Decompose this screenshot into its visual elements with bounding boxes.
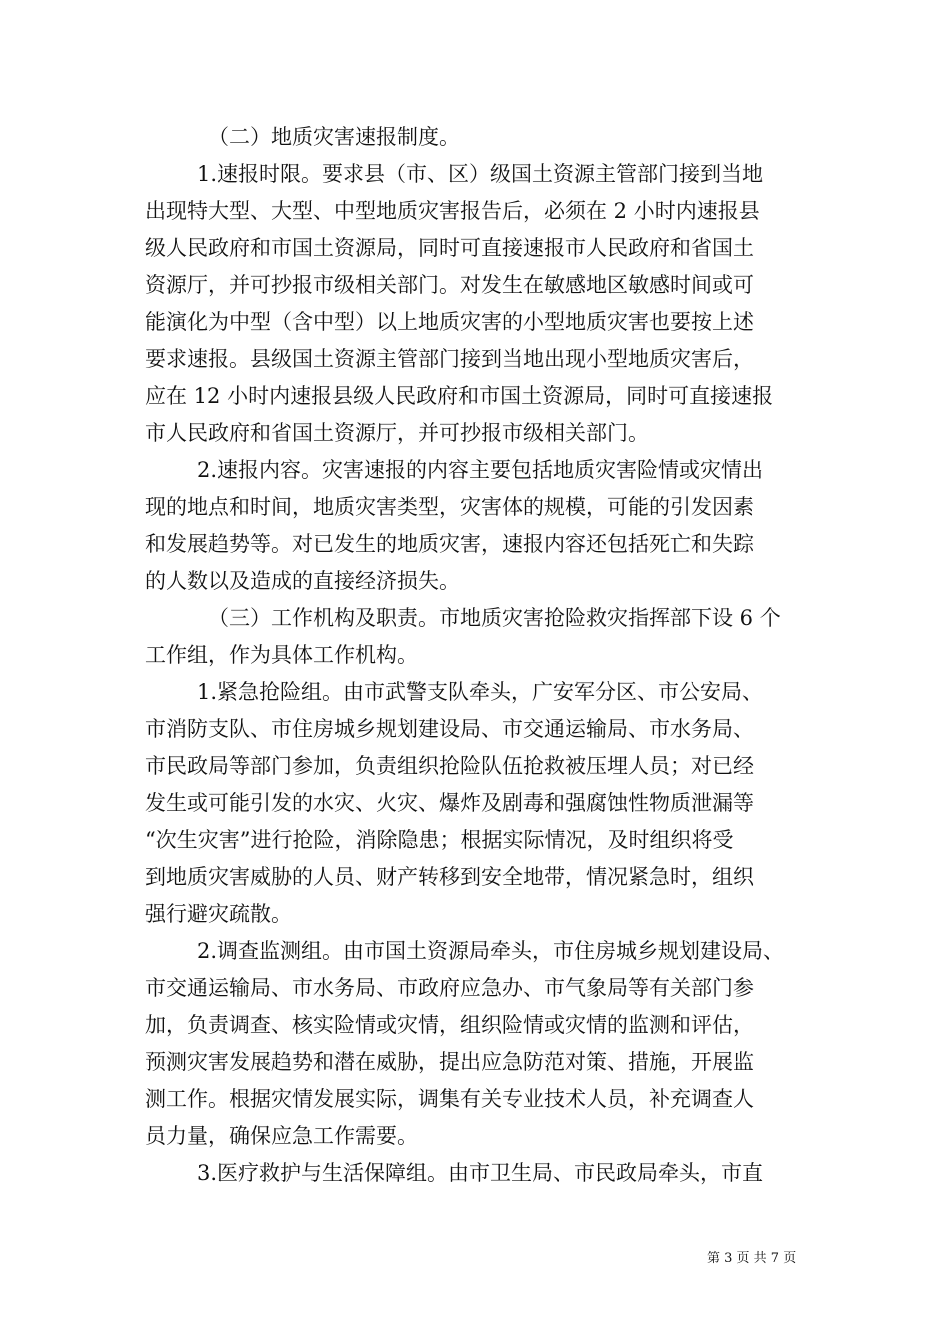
- paragraph-line: 1.速报时限。要求县（市、区）级国土资源主管部门接到当地: [197, 162, 764, 186]
- paragraph-line: 级人民政府和市国土资源局，同时可直接速报市人民政府和省国土: [145, 236, 754, 260]
- paragraph-line: 资源厅，并可抄报市级相关部门。对发生在敏感地区敏感时间或可: [145, 273, 754, 297]
- paragraph-line: 1.紧急抢险组。由市武警支队牵头，广安军分区、市公安局、: [197, 680, 764, 704]
- paragraph-line: 到地质灾害威胁的人员、财产转移到安全地带，情况紧急时，组织: [145, 865, 754, 889]
- paragraph-line: 2.调查监测组。由市国土资源局牵头，市住房城乡规划建设局、: [197, 939, 785, 963]
- paragraph-line: 市消防支队、市住房城乡规划建设局、市交通运输局、市水务局、: [145, 717, 754, 741]
- paragraph-line: 员力量，确保应急工作需要。: [145, 1124, 418, 1148]
- section-heading: （二）地质灾害速报制度。: [208, 125, 460, 149]
- paragraph-line: 要求速报。县级国土资源主管部门接到当地出现小型地质灾害后，: [145, 347, 754, 371]
- paragraph-line: 市交通运输局、市水务局、市政府应急办、市气象局等有关部门参: [145, 976, 754, 1000]
- paragraph-line: 应在 12 小时内速报县级人民政府和市国土资源局，同时可直接速报: [145, 384, 774, 408]
- paragraph-line: 工作组，作为具体工作机构。: [145, 643, 418, 667]
- paragraph-line: 出现特大型、大型、中型地质灾害报告后，必须在 2 小时内速报县: [145, 199, 760, 223]
- paragraph-line: 的人数以及造成的直接经济损失。: [145, 569, 460, 593]
- paragraph-line: 测工作。根据灾情发展实际，调集有关专业技术人员，补充调查人: [145, 1087, 754, 1111]
- paragraph-line: 预测灾害发展趋势和潜在威胁，提出应急防范对策、措施，开展监: [145, 1050, 754, 1074]
- paragraph-line: 3.医疗救护与生活保障组。由市卫生局、市民政局牵头，市直: [197, 1161, 764, 1185]
- paragraph-line: 2.速报内容。灾害速报的内容主要包括地质灾害险情或灾情出: [197, 458, 764, 482]
- section-heading: （三）工作机构及职责。市地质灾害抢险救灾指挥部下设 6 个: [208, 606, 781, 630]
- paragraph-line: 和发展趋势等。对已发生的地质灾害，速报内容还包括死亡和失踪: [145, 532, 754, 556]
- paragraph-line: 发生或可能引发的水灾、火灾、爆炸及剧毒和强腐蚀性物质泄漏等: [145, 791, 754, 815]
- page-number-footer: 第 3 页 共 7 页: [707, 1251, 797, 1266]
- paragraph-line: 市民政局等部门参加，负责组织抢险队伍抢救被压埋人员；对已经: [145, 754, 754, 778]
- paragraph-line: 市人民政府和省国土资源厅，并可抄报市级相关部门。: [145, 421, 649, 445]
- paragraph-line: “次生灾害”进行抢险，消除隐患；根据实际情况，及时组织将受: [145, 828, 734, 852]
- paragraph-line: 现的地点和时间，地质灾害类型，灾害体的规模，可能的引发因素: [145, 495, 754, 519]
- paragraph-line: 能演化为中型（含中型）以上地质灾害的小型地质灾害也要按上述: [145, 310, 754, 334]
- paragraph-line: 强行避灾疏散。: [145, 902, 292, 926]
- paragraph-line: 加，负责调查、核实险情或灾情，组织险情或灾情的监测和评估，: [145, 1013, 754, 1037]
